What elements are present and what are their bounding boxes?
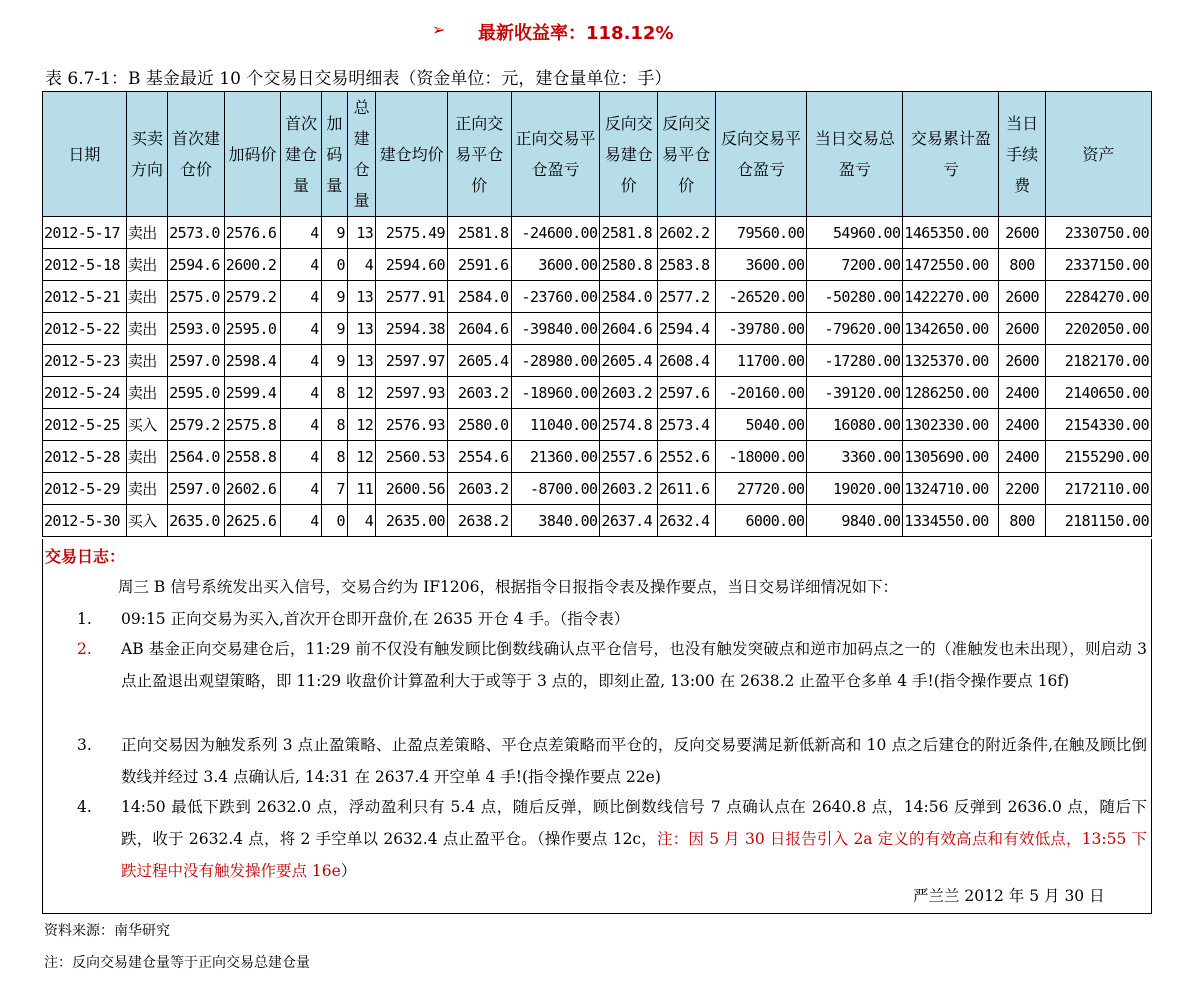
table-cell: 1342650.00 (903, 313, 999, 345)
table-cell: 12 (347, 441, 375, 473)
table-cell: 2580.0 (447, 409, 511, 441)
table-cell: 8 (321, 409, 347, 441)
table-cell: -18960.00 (511, 377, 600, 409)
table-cell: 2576.6 (224, 217, 281, 249)
header-cell: 资产 (1045, 92, 1151, 217)
header-cell: 买卖方向 (126, 92, 167, 217)
header-cell: 当日交易总盈亏 (807, 92, 903, 217)
table-cell: 2597.0 (168, 345, 225, 377)
table-cell: 2638.2 (447, 505, 511, 537)
table-cell: 卖出 (126, 441, 167, 473)
header-cell: 正向交易平仓价 (447, 92, 511, 217)
table-cell: 11700.00 (715, 345, 807, 377)
table-cell: 4 (281, 281, 321, 313)
table-cell: 1422270.00 (903, 281, 999, 313)
table-cell: 2573.0 (168, 217, 225, 249)
table-cell: -8700.00 (511, 473, 600, 505)
item-text: 正向交易因为触发系列 3 点止盈策略、止盈点差策略、平仓点差策略而平仓的，反向交易要满足新低新高和 10 点之后建仓的附近条件,在触及顾比倒数线并经过 3.4 点确认后, 14:31 在 2637.4 开空单 4 手!(指令操作要点 22e) (121, 736, 1147, 786)
table-cell: 4 (281, 473, 321, 505)
table-cell: 800 (999, 249, 1045, 281)
table-cell: 1286250.00 (903, 377, 999, 409)
table-cell: 2594.4 (658, 313, 716, 345)
table-cell: 2608.4 (658, 345, 716, 377)
table-cell: 2597.97 (376, 345, 448, 377)
header-cell: 当日手续费 (999, 92, 1045, 217)
table-cell: 2554.6 (447, 441, 511, 473)
table-cell: 卖出 (126, 473, 167, 505)
journal-signature: 严兰兰 2012 年 5 月 30 日 (913, 887, 1105, 905)
table-cell: 2012-5-24 (43, 377, 127, 409)
table-cell: 2595.0 (168, 377, 225, 409)
trade-journal (42, 539, 1152, 914)
table-cell: 2155290.00 (1045, 441, 1151, 473)
table-cell: 2600 (999, 281, 1045, 313)
header-cell: 反向交易平仓盈亏 (715, 92, 807, 217)
table-cell: 2557.6 (600, 441, 658, 473)
table-cell: 4 (281, 217, 321, 249)
table-cell: 2337150.00 (1045, 249, 1151, 281)
table-cell: 2172110.00 (1045, 473, 1151, 505)
table-cell: 2595.0 (224, 313, 281, 345)
table-cell: 12 (347, 409, 375, 441)
table-cell: 9 (321, 313, 347, 345)
table-cell: 16080.00 (807, 409, 903, 441)
table-row (43, 377, 1152, 409)
table-caption: 表 6.7-1：B 基金最近 10 个交易日交易明细表（资金单位：元，建仓量单位：手） (45, 69, 672, 89)
header-cell: 加码价 (224, 92, 281, 217)
item-text: 09:15 正向交易为买入,首次开仓即开盘价,在 2635 开仓 4 手。（指令表） (121, 610, 630, 628)
table-cell: -50280.00 (807, 281, 903, 313)
footnote: 注：反向交易建仓量等于正向交易总建仓量 (44, 955, 310, 971)
table-cell: 13 (347, 313, 375, 345)
table-cell: 2284270.00 (1045, 281, 1151, 313)
table-cell: 卖出 (126, 345, 167, 377)
table-cell: 4 (347, 249, 375, 281)
arrow-bullet-icon: ➢ (432, 20, 446, 39)
table-cell: 2579.2 (168, 409, 225, 441)
table-cell: 2330750.00 (1045, 217, 1151, 249)
table-cell: 2604.6 (600, 313, 658, 345)
table-cell: 2600 (999, 313, 1045, 345)
table-cell: 13 (347, 217, 375, 249)
table-cell: 2594.38 (376, 313, 448, 345)
table-cell: 3360.00 (807, 441, 903, 473)
table-cell: 2154330.00 (1045, 409, 1151, 441)
table-cell: 13 (347, 345, 375, 377)
table-cell: 2600 (999, 345, 1045, 377)
table-cell: 6000.00 (715, 505, 807, 537)
latest-return-rate: 最新收益率：118.12% (478, 23, 674, 44)
table-cell: 1302330.00 (903, 409, 999, 441)
table-cell: 2598.4 (224, 345, 281, 377)
table-cell: 0 (321, 249, 347, 281)
data-source: 资料来源：南华研究 (44, 923, 170, 939)
table-cell: 2600.56 (376, 473, 448, 505)
table-cell: 2012-5-22 (43, 313, 127, 345)
table-cell: -39120.00 (807, 377, 903, 409)
table-header-row (43, 92, 1152, 217)
table-cell: 2604.6 (447, 313, 511, 345)
table-cell: 2577.91 (376, 281, 448, 313)
table-cell: 卖出 (126, 281, 167, 313)
table-cell: 5040.00 (715, 409, 807, 441)
header-cell: 总建仓量 (347, 92, 375, 217)
table-cell: 800 (999, 505, 1045, 537)
table-cell: -20160.00 (715, 377, 807, 409)
table-cell: 1465350.00 (903, 217, 999, 249)
item-number: 4. (77, 798, 92, 816)
table-cell: 2012-5-18 (43, 249, 127, 281)
table-cell: 2602.2 (658, 217, 716, 249)
table-cell: 2575.8 (224, 409, 281, 441)
journal-intro: 周三 B 信号系统发出买入信号，交易合约为 IF1206，根据指令日报指令表及操作要点，当日交易详细情况如下： (118, 578, 898, 596)
table-cell: 3600.00 (511, 249, 600, 281)
table-cell: 2583.8 (658, 249, 716, 281)
table-cell: 4 (347, 505, 375, 537)
table-cell: 2400 (999, 441, 1045, 473)
table-cell: 2012-5-21 (43, 281, 127, 313)
table-cell: 2637.4 (600, 505, 658, 537)
table-body (43, 217, 1152, 537)
table-cell: 2602.6 (224, 473, 281, 505)
table-cell: 8 (321, 441, 347, 473)
table-cell: 2580.8 (600, 249, 658, 281)
table-cell: 27720.00 (715, 473, 807, 505)
table-cell: 54960.00 (807, 217, 903, 249)
table-cell: 2552.6 (658, 441, 716, 473)
header-cell: 加码量 (321, 92, 347, 217)
item-number: 3. (77, 736, 92, 754)
table-row (43, 281, 1152, 313)
table-cell: 1472550.00 (903, 249, 999, 281)
table-cell: 2577.2 (658, 281, 716, 313)
table-cell: 2603.2 (447, 377, 511, 409)
table-cell: 9 (321, 345, 347, 377)
table-cell: -17280.00 (807, 345, 903, 377)
table-cell: 11 (347, 473, 375, 505)
table-cell: 2597.0 (168, 473, 225, 505)
table-cell: 7 (321, 473, 347, 505)
table-cell: 9840.00 (807, 505, 903, 537)
table-cell: -24600.00 (511, 217, 600, 249)
table-cell: 1334550.00 (903, 505, 999, 537)
item-text-main: 14:50 最低下跌到 2632.0 点，浮动盈利只有 5.4 点，随后反弹，顾比倒数线信号 7 点确认点在 2640.8 点，14:56 反弹到 2636.0 点，随后下跌，收于 2632.4 点，将 2 手空单以 2632.4 点止盈平仓。（操作要点 12c， (121, 798, 1147, 848)
item-text-note: 注：因 5 月 30 日报告引入 2a 定义的有效高点和有效低点，13:55 下跌过程中没有触发操作要点 16e (121, 830, 1147, 880)
table-cell: 2593.0 (168, 313, 225, 345)
table-row (43, 505, 1152, 537)
header-cell: 建仓均价 (376, 92, 448, 217)
table-cell: 2605.4 (600, 345, 658, 377)
table-cell: 2012-5-23 (43, 345, 127, 377)
table-row (43, 249, 1152, 281)
table-cell: 2575.49 (376, 217, 448, 249)
table-cell: 2140650.00 (1045, 377, 1151, 409)
table-cell: 2603.2 (600, 473, 658, 505)
table-cell: 2584.0 (600, 281, 658, 313)
item-number: 2. (77, 640, 92, 658)
table-cell: 2594.60 (376, 249, 448, 281)
table-cell: 79560.00 (715, 217, 807, 249)
table-cell: 2573.4 (658, 409, 716, 441)
table-cell: 2605.4 (447, 345, 511, 377)
table-cell: 21360.00 (511, 441, 600, 473)
table-cell: 2584.0 (447, 281, 511, 313)
table-row (43, 217, 1152, 249)
table-cell: 2400 (999, 409, 1045, 441)
table-row (43, 409, 1152, 441)
table-cell: 3840.00 (511, 505, 600, 537)
table-cell: 2574.8 (600, 409, 658, 441)
table-cell: 1324710.00 (903, 473, 999, 505)
journal-title: 交易日志： (45, 547, 126, 566)
table-cell: 2181150.00 (1045, 505, 1151, 537)
table-cell: 4 (281, 441, 321, 473)
table-cell: 8 (321, 377, 347, 409)
table-row (43, 313, 1152, 345)
table-cell: 3600.00 (715, 249, 807, 281)
table-cell: -23760.00 (511, 281, 600, 313)
table-cell: -18000.00 (715, 441, 807, 473)
table-row (43, 441, 1152, 473)
table-cell: 2603.2 (447, 473, 511, 505)
table-cell: 11040.00 (511, 409, 600, 441)
item-text: AB 基金正向交易建仓后，11:29 前不仅没有触发顾比倒数线确认点平仓信号，也没有触发突破点和逆市加码点之一的（准触发也未出现），则启动 3 点止盈退出观望策略，即 11:29 收盘价计算盈利大于或等于 3 点的，即刻止盈, 13:00 在 2638.2 止盈平仓多单 4 手!(指令操作要点 16f) (121, 640, 1147, 690)
table-cell: 2400 (999, 377, 1045, 409)
table-cell: 9 (321, 217, 347, 249)
table-cell: 2581.8 (600, 217, 658, 249)
table-cell: 4 (281, 409, 321, 441)
table-cell: -39780.00 (715, 313, 807, 345)
table-cell: 卖出 (126, 377, 167, 409)
table-cell: 2012-5-30 (43, 505, 127, 537)
table-cell: 2591.6 (447, 249, 511, 281)
table-cell: 2012-5-25 (43, 409, 127, 441)
table-cell: 2558.8 (224, 441, 281, 473)
table-cell: 2635.00 (376, 505, 448, 537)
table-cell: 9 (321, 281, 347, 313)
table-cell: 2603.2 (600, 377, 658, 409)
table-cell: 4 (281, 313, 321, 345)
table-cell: 卖出 (126, 217, 167, 249)
table-cell: 4 (281, 345, 321, 377)
trade-detail-table (42, 91, 1152, 537)
table-cell: 2560.53 (376, 441, 448, 473)
table-cell: 卖出 (126, 249, 167, 281)
table-cell: 4 (281, 505, 321, 537)
table-cell: 2632.4 (658, 505, 716, 537)
table-cell: 2599.4 (224, 377, 281, 409)
table-cell: 4 (281, 377, 321, 409)
table-cell: 2579.2 (224, 281, 281, 313)
table-cell: 卖出 (126, 313, 167, 345)
header-cell: 正向交易平仓盈亏 (511, 92, 600, 217)
table-cell: -26520.00 (715, 281, 807, 313)
table-cell: 4 (281, 249, 321, 281)
table-cell: -28980.00 (511, 345, 600, 377)
table-cell: -39840.00 (511, 313, 600, 345)
table-cell: 买入 (126, 409, 167, 441)
table-cell: 2597.6 (658, 377, 716, 409)
table-cell: 7200.00 (807, 249, 903, 281)
table-cell: 2012-5-17 (43, 217, 127, 249)
headline (0, 14, 1191, 50)
table-cell: 2575.0 (168, 281, 225, 313)
table-cell: 2611.6 (658, 473, 716, 505)
table-cell: 2594.6 (168, 249, 225, 281)
table-cell: 2597.93 (376, 377, 448, 409)
table-cell: 2625.6 (224, 505, 281, 537)
table-row (43, 345, 1152, 377)
table-cell: 2581.8 (447, 217, 511, 249)
table-cell: 2564.0 (168, 441, 225, 473)
table-row (43, 473, 1152, 505)
header-cell: 首次建仓价 (168, 92, 225, 217)
header-cell: 反向交易平仓价 (658, 92, 716, 217)
table-cell: 2182170.00 (1045, 345, 1151, 377)
table-cell: 2012-5-29 (43, 473, 127, 505)
table-cell: 12 (347, 377, 375, 409)
table-cell: 2635.0 (168, 505, 225, 537)
table-cell: 2600 (999, 217, 1045, 249)
table-cell: -79620.00 (807, 313, 903, 345)
table-cell: 2576.93 (376, 409, 448, 441)
item-number: 1. (77, 610, 92, 628)
header-cell: 交易累计盈亏 (903, 92, 999, 217)
header-cell: 首次建仓量 (281, 92, 321, 217)
table-cell: 2200 (999, 473, 1045, 505)
table-cell: 1325370.00 (903, 345, 999, 377)
header-cell: 日期 (43, 92, 127, 217)
table-cell: 2202050.00 (1045, 313, 1151, 345)
table-cell: 买入 (126, 505, 167, 537)
item-text-closing: ） (340, 862, 357, 880)
table-cell: 2012-5-28 (43, 441, 127, 473)
table-cell: 2600.2 (224, 249, 281, 281)
table-cell: 13 (347, 281, 375, 313)
item-text (121, 791, 1147, 887)
table-cell: 0 (321, 505, 347, 537)
header-cell: 反向交易建仓价 (600, 92, 658, 217)
table-cell: 19020.00 (807, 473, 903, 505)
table-cell: 1305690.00 (903, 441, 999, 473)
